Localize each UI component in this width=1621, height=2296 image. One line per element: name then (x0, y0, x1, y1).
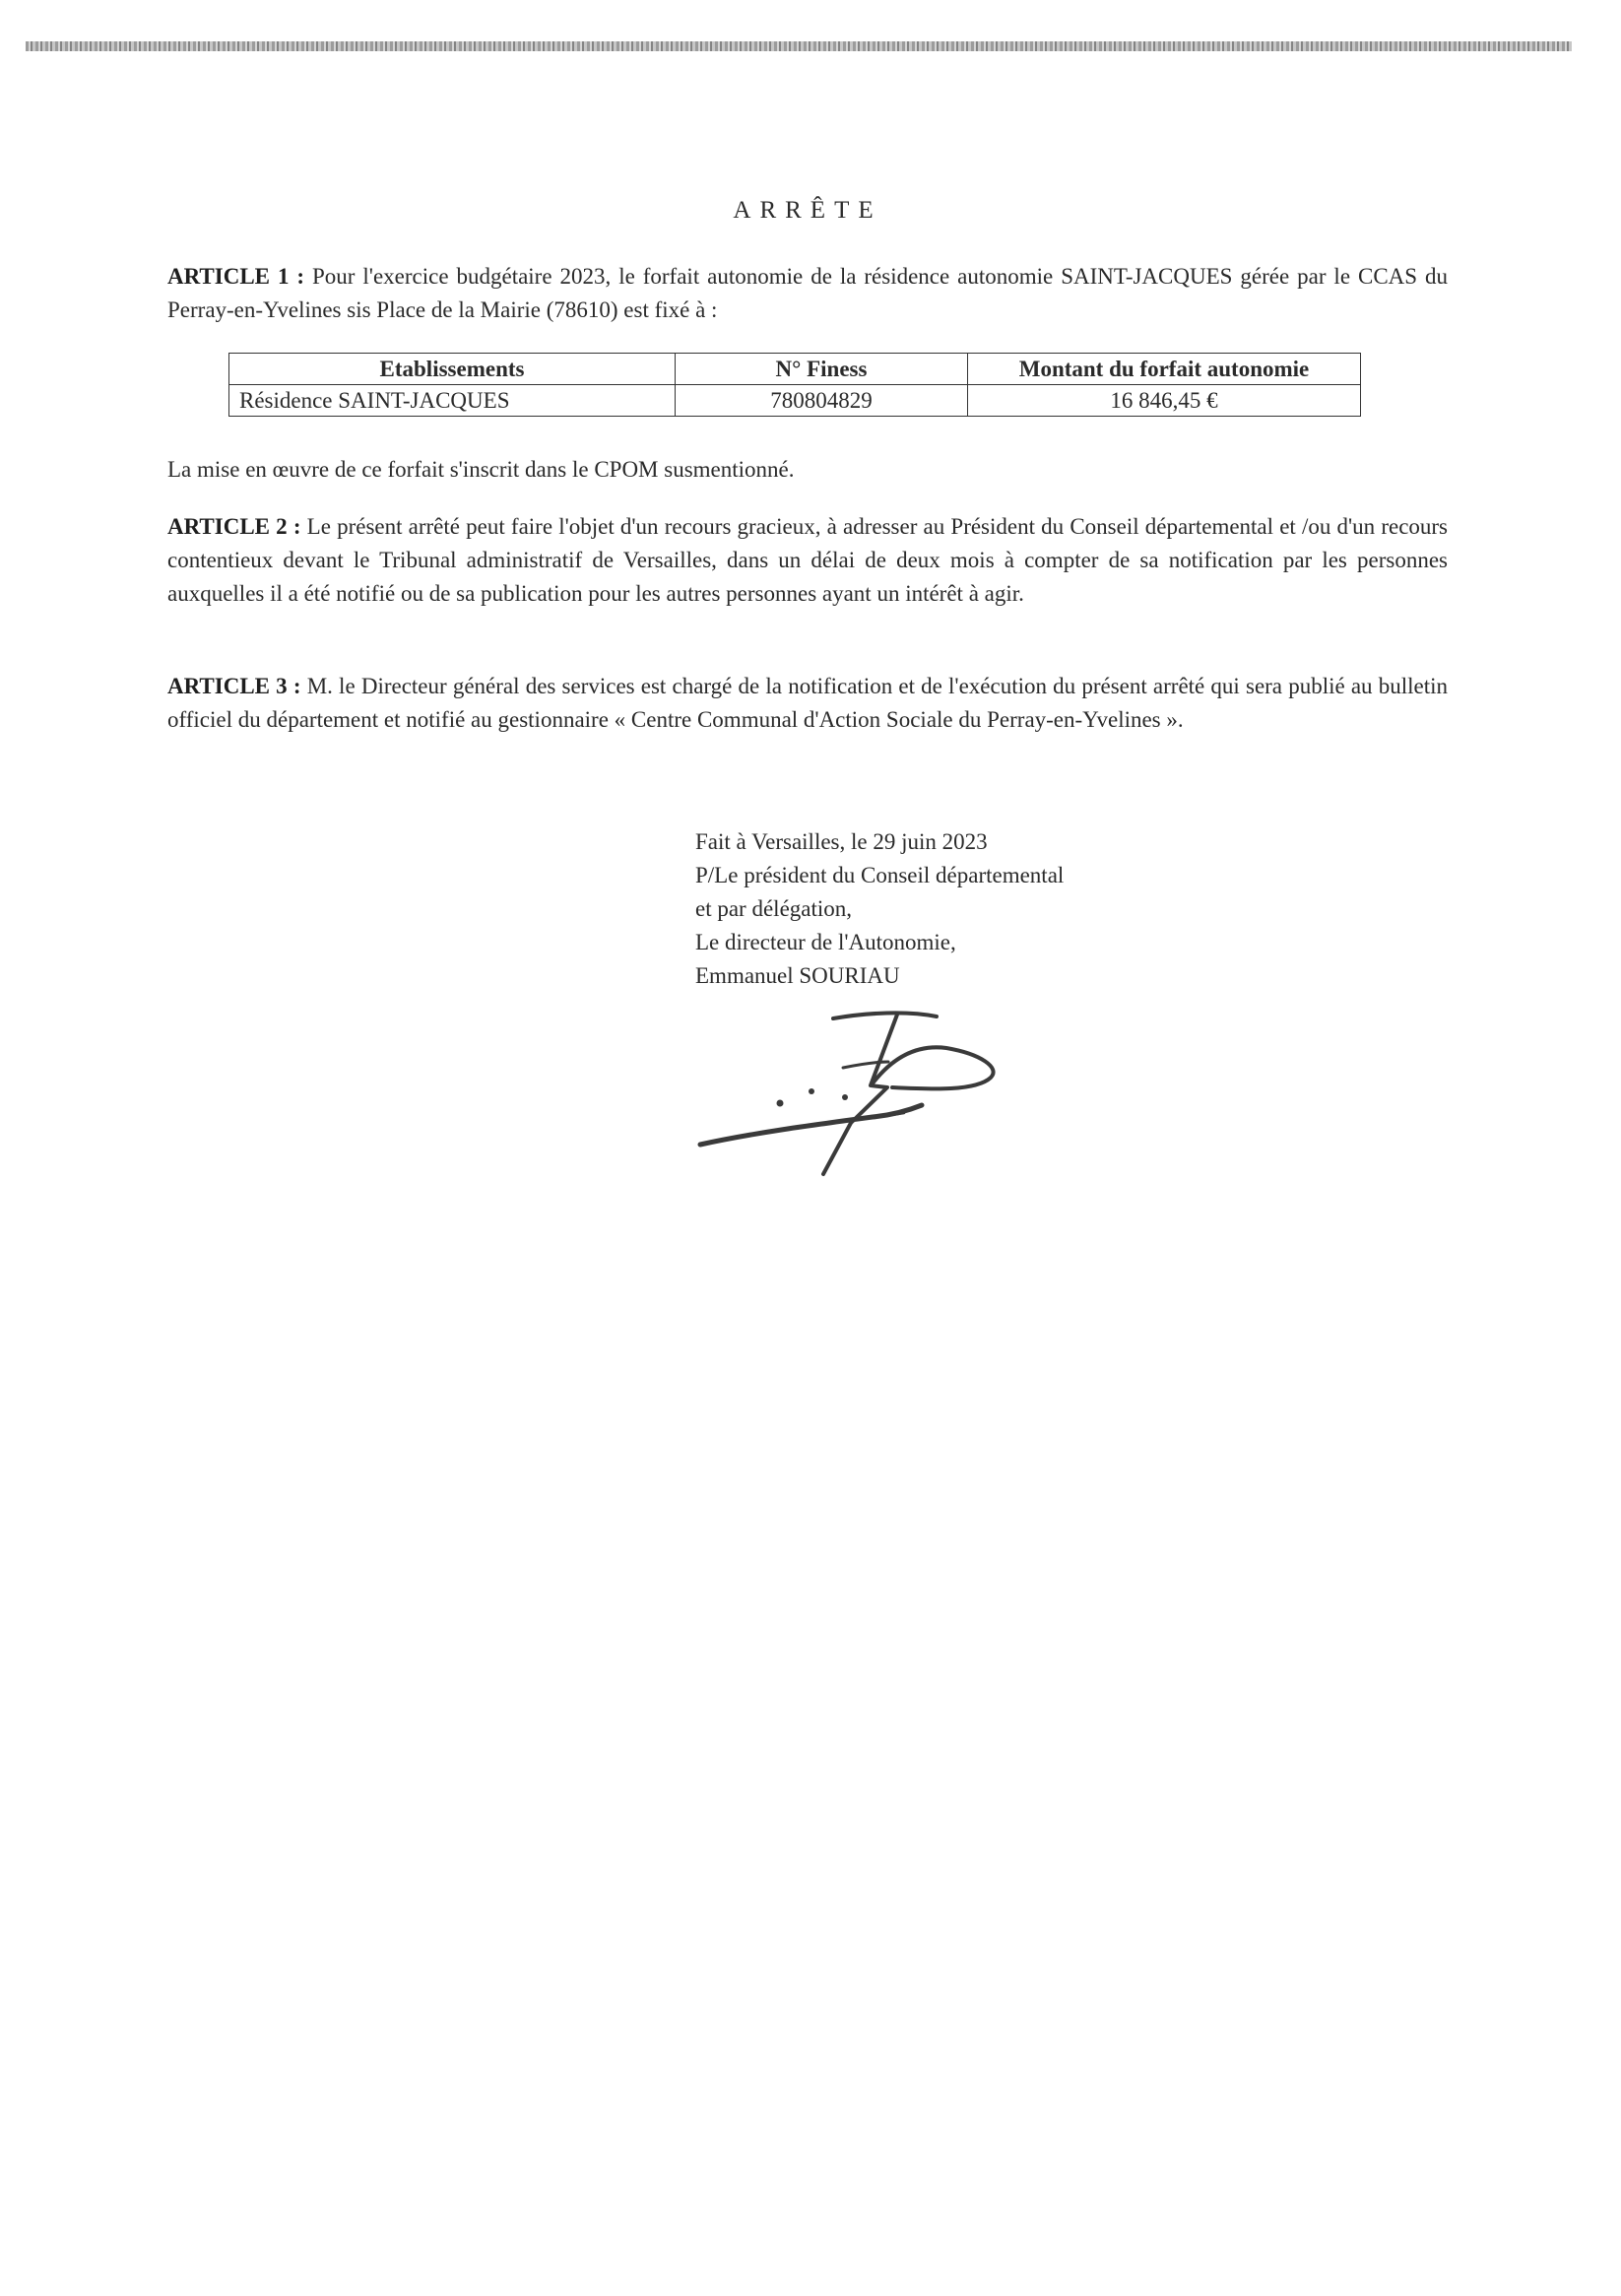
table-cell-etablissement: Résidence SAINT-JACQUES (229, 385, 676, 417)
article-1-label: ARTICLE 1 : (167, 264, 305, 289)
document-title: ARRÊTE (733, 197, 882, 224)
signature-block (695, 825, 1385, 993)
handwritten-signature-icon (695, 1007, 1247, 1184)
article-2 (167, 510, 1448, 611)
article-3-label: ARTICLE 3 : (167, 674, 301, 698)
signature-role: Le directeur de l'Autonomie, (695, 930, 956, 954)
table-cell-montant: 16 846,45 € (968, 385, 1361, 417)
signature-delegation: et par délégation, (695, 896, 853, 921)
signatory-name: Emmanuel SOURIAU (695, 963, 900, 988)
scan-edge-strip (26, 41, 1572, 51)
table-cell-finess: 780804829 (676, 385, 968, 417)
article-2-label: ARTICLE 2 : (167, 514, 301, 539)
table-header-finess: N° Finess (676, 354, 968, 385)
signature-on-behalf: P/Le président du Conseil départemental (695, 863, 1065, 887)
article-2-text: Le présent arrêté peut faire l'objet d'un recours gracieux, à adresser au Président du Conseil départemental et /ou d'un recours contentieux devant le Tribunal administratif de Versailles, dans un délai de deux mois à compter de sa notification par les personnes auxquelles il a été notifié ou de sa publication pour les autres personnes ayant un intérêt à agir. (167, 514, 1449, 606)
signature-place-date: Fait à Versailles, le 29 juin 2023 (695, 829, 988, 854)
article-1-text: Pour l'exercice budgétaire 2023, le forfait autonomie de la résidence autonomie SAINT-JACQUES gérée par le CCAS du Perray-en-Yvelines sis Place de la Mairie (78610) est fixé à : (167, 264, 1449, 322)
article-3-text: M. le Directeur général des services est chargé de la notification et de l'exécution du présent arrêté qui sera publié au bulletin officiel du département et notifié au gestionnaire « Centre Communal d'Action Sociale du Perray-en-Yvelines ». (167, 674, 1449, 732)
forfait-table (228, 353, 1361, 417)
table-header-etablissements: Etablissements (229, 354, 676, 385)
table-header-montant: Montant du forfait autonomie (968, 354, 1361, 385)
article-3 (167, 670, 1448, 737)
article-1 (167, 260, 1448, 327)
table-row (229, 385, 1361, 417)
mise-en-oeuvre-text: La mise en œuvre de ce forfait s'inscrit dans le CPOM susmentionné. (167, 457, 795, 482)
table-header-row (229, 354, 1361, 385)
